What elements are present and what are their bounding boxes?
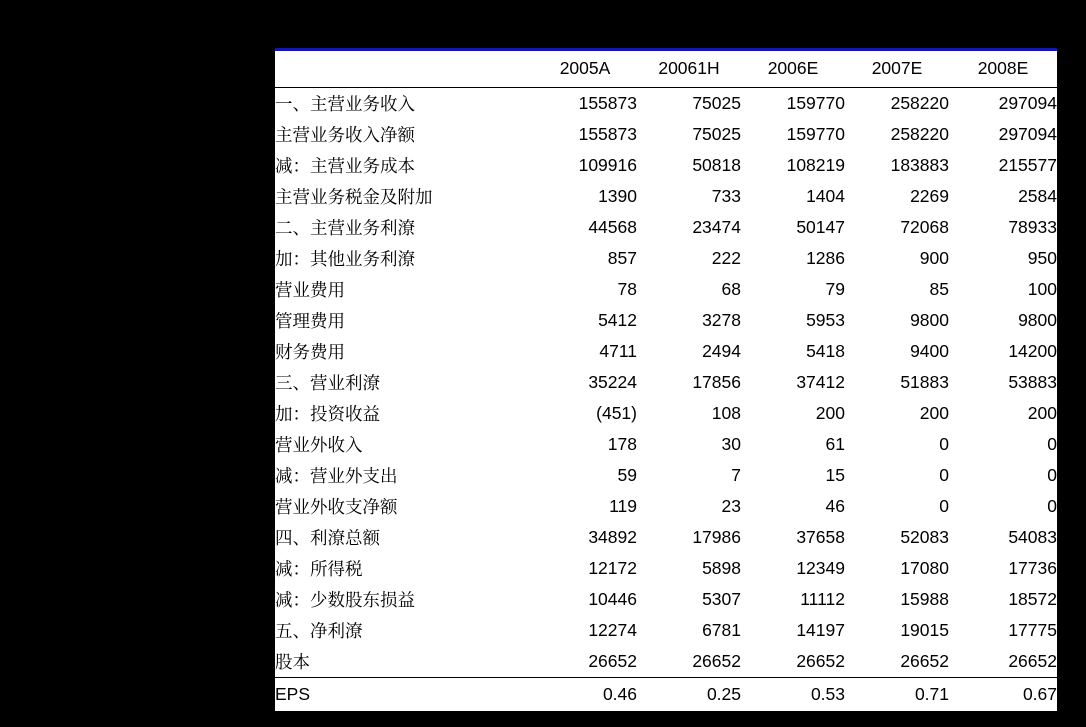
table-header-row <box>275 51 1057 88</box>
table-row <box>275 274 1057 305</box>
row-value: 5418 <box>806 341 845 361</box>
row-label: 营业外收入 <box>275 436 363 456</box>
row-value: 1286 <box>806 248 845 268</box>
row-value: 183883 <box>890 155 949 175</box>
row-value: 44568 <box>588 217 637 237</box>
row-value: 14197 <box>796 620 845 640</box>
row-value: 26652 <box>900 651 949 671</box>
row-value: 53883 <box>1008 372 1057 392</box>
table-row <box>275 522 1057 553</box>
row-value: 0 <box>939 496 949 516</box>
row-value: 0 <box>1047 434 1057 454</box>
row-label: 主营业务税金及附加 <box>275 188 433 208</box>
row-value: 34892 <box>588 527 637 547</box>
row-value: 85 <box>929 279 949 299</box>
row-label: 一、主营业务收入 <box>275 95 415 115</box>
row-value: 23474 <box>692 217 741 237</box>
table-row <box>275 243 1057 274</box>
column-header-2008e: 2008E <box>949 51 1057 88</box>
row-value: 17775 <box>1008 620 1057 640</box>
column-header-2006e: 2006E <box>741 51 845 88</box>
row-value-eps: 0.53 <box>741 678 845 712</box>
row-value: 17856 <box>692 372 741 392</box>
row-value: 9400 <box>910 341 949 361</box>
row-value: 159770 <box>786 93 845 113</box>
row-value: 119 <box>609 496 637 516</box>
row-value: 159770 <box>786 124 845 144</box>
row-value: 155873 <box>578 93 637 113</box>
column-header-20061h: 20061H <box>637 51 741 88</box>
row-value: 108 <box>711 403 741 423</box>
row-value: 0 <box>1047 465 1057 485</box>
row-label: 营业外收支净额 <box>275 498 398 518</box>
row-label: 五、净利潦 <box>275 622 363 642</box>
table-row <box>275 88 1057 120</box>
row-value: 50818 <box>692 155 741 175</box>
row-value: 733 <box>711 186 741 206</box>
row-value: 2584 <box>1018 186 1057 206</box>
row-label: 减：营业外支出 <box>275 467 398 487</box>
row-value: 9800 <box>1018 310 1057 330</box>
row-value: 75025 <box>692 93 741 113</box>
table-row <box>275 181 1057 212</box>
row-value: 155873 <box>578 124 637 144</box>
row-value-eps: 0.46 <box>533 678 637 712</box>
row-value: 7 <box>731 465 741 485</box>
table-header <box>275 51 1057 88</box>
table-row <box>275 305 1057 336</box>
row-value: 23 <box>721 496 741 516</box>
row-label: 加：其他业务利潦 <box>275 250 415 270</box>
row-value: 15988 <box>900 589 949 609</box>
row-value-eps: 0.71 <box>845 678 949 712</box>
row-value: 0 <box>1047 496 1057 516</box>
table-row <box>275 646 1057 678</box>
row-value: 10446 <box>588 589 637 609</box>
row-value: 297094 <box>998 93 1057 113</box>
row-value: 79 <box>825 279 845 299</box>
row-value: 26652 <box>796 651 845 671</box>
table-body <box>275 88 1057 712</box>
row-value: 5898 <box>702 558 741 578</box>
row-value-eps: 0.67 <box>949 678 1057 712</box>
table-row <box>275 212 1057 243</box>
row-value: 297094 <box>998 124 1057 144</box>
row-value: 857 <box>607 248 637 268</box>
row-value: 109916 <box>578 155 637 175</box>
table-row <box>275 336 1057 367</box>
bottom-rule-divider <box>275 711 1057 713</box>
row-value: 37412 <box>796 372 845 392</box>
row-value: 19015 <box>900 620 949 640</box>
row-value: 9800 <box>910 310 949 330</box>
row-value: 75025 <box>692 124 741 144</box>
row-label-eps: EPS <box>275 678 533 712</box>
row-value: 18572 <box>1008 589 1057 609</box>
row-value: 11112 <box>800 589 845 609</box>
row-value: 0 <box>939 465 949 485</box>
row-label: 二、主营业务利潦 <box>275 219 415 239</box>
row-value: 5307 <box>702 589 741 609</box>
table-row <box>275 491 1057 522</box>
row-value: 26652 <box>1008 651 1057 671</box>
row-value: 52083 <box>900 527 949 547</box>
row-value: 78 <box>617 279 637 299</box>
row-value: 0 <box>939 434 949 454</box>
table-row <box>275 460 1057 491</box>
row-value: 2269 <box>910 186 949 206</box>
row-value: 37658 <box>796 527 845 547</box>
row-value: 46 <box>825 496 845 516</box>
table-row <box>275 584 1057 615</box>
row-value: 258220 <box>890 93 949 113</box>
table-row <box>275 429 1057 460</box>
row-value: 108219 <box>786 155 845 175</box>
row-value: 72068 <box>900 217 949 237</box>
column-header-2007e: 2007E <box>845 51 949 88</box>
row-value: 222 <box>711 248 741 268</box>
row-value: 78933 <box>1008 217 1057 237</box>
row-value: 200 <box>1027 403 1057 423</box>
row-value: 59 <box>617 465 637 485</box>
row-value: 54083 <box>1008 527 1057 547</box>
financial-statement-sheet <box>275 48 1057 713</box>
row-value: 6781 <box>702 620 741 640</box>
row-label: 管理费用 <box>275 312 345 332</box>
row-value: 900 <box>919 248 949 268</box>
row-value: 26652 <box>692 651 741 671</box>
row-value: (451) <box>596 403 637 423</box>
row-label: 营业费用 <box>275 281 345 301</box>
row-value: 2494 <box>702 341 741 361</box>
table-row <box>275 553 1057 584</box>
row-value: 61 <box>825 434 845 454</box>
row-value: 178 <box>607 434 637 454</box>
row-value: 14200 <box>1008 341 1057 361</box>
row-label: 减：少数股东损益 <box>275 591 415 611</box>
table-row <box>275 398 1057 429</box>
row-value: 12274 <box>588 620 637 640</box>
row-value: 12349 <box>796 558 845 578</box>
row-value: 51883 <box>900 372 949 392</box>
row-value: 26652 <box>588 651 637 671</box>
row-value: 5412 <box>598 310 637 330</box>
row-value: 1404 <box>806 186 845 206</box>
row-value: 17986 <box>692 527 741 547</box>
row-value: 100 <box>1027 279 1057 299</box>
row-value: 17080 <box>900 558 949 578</box>
table-row <box>275 367 1057 398</box>
column-header-labels <box>275 51 533 88</box>
row-value: 200 <box>919 403 949 423</box>
column-header-2005a: 2005A <box>533 51 637 88</box>
row-value: 4711 <box>599 341 637 361</box>
row-label: 减：主营业务成本 <box>275 157 415 177</box>
row-value: 30 <box>721 434 741 454</box>
row-value: 215577 <box>998 155 1057 175</box>
row-value: 50147 <box>796 217 845 237</box>
row-value: 200 <box>815 403 845 423</box>
table-row-eps <box>275 678 1057 712</box>
row-label: 加：投资收益 <box>275 405 380 425</box>
row-value: 258220 <box>890 124 949 144</box>
row-value-eps: 0.25 <box>637 678 741 712</box>
row-label: 四、利潦总额 <box>275 529 380 549</box>
row-value: 12172 <box>588 558 637 578</box>
row-value: 1390 <box>598 186 637 206</box>
row-label: 三、营业利潦 <box>275 374 380 394</box>
financial-table <box>275 51 1057 711</box>
row-value: 15 <box>825 465 845 485</box>
row-label: 财务费用 <box>275 343 345 363</box>
table-row <box>275 119 1057 150</box>
row-label: 主营业务收入净额 <box>275 126 415 146</box>
row-value: 3278 <box>702 310 741 330</box>
row-value: 17736 <box>1008 558 1057 578</box>
row-label: 减：所得税 <box>275 560 363 580</box>
row-value: 5953 <box>806 310 845 330</box>
row-label: 股本 <box>275 653 310 673</box>
row-value: 35224 <box>588 372 637 392</box>
table-row <box>275 150 1057 181</box>
row-value: 950 <box>1027 248 1057 268</box>
table-row <box>275 615 1057 646</box>
row-value: 68 <box>721 279 741 299</box>
